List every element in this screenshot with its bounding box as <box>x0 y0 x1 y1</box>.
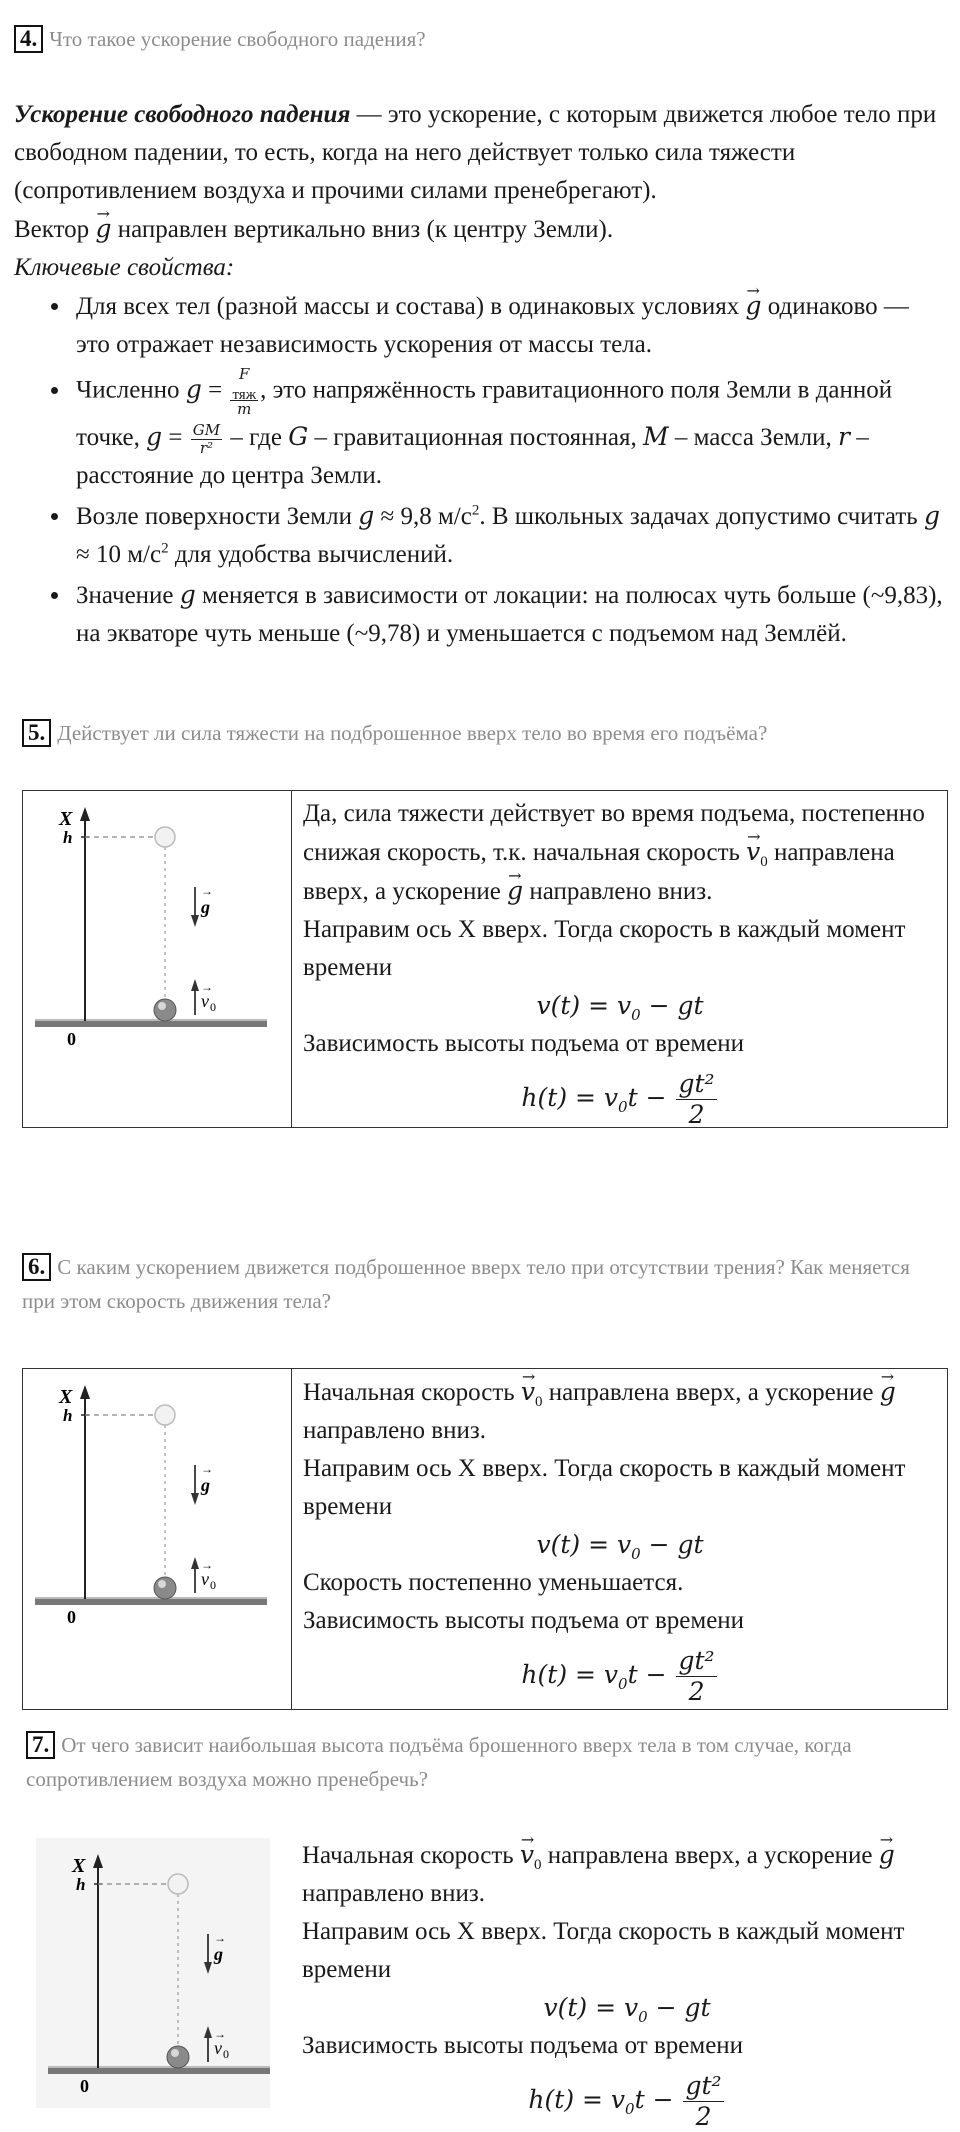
g-label: g <box>201 1475 210 1495</box>
x-axis-arrow-icon <box>80 807 90 821</box>
ground-line <box>35 1021 267 1027</box>
ball <box>167 2046 189 2068</box>
h-label: h <box>63 828 73 847</box>
answer-7-text: Начальная скорость → $v_0$ направлена вверх, а ускорение → g направлено вниз. Направим ось X вверх. Тогда скорость в каждый момент времени $v(t) = v_0$ − gt Зависимость высоты подъема от времени $h(t) = v_0t$ − $\frac{\text{gt²}}{2}$ <box>302 1836 952 2132</box>
list-item: • Значение g меняется в зависимости от локации: на полюсах чуть больше (~9,83), на экваторе чуть меньше (~9,78) и уменьшается с подъемом над Землёй. <box>72 576 944 653</box>
h-label: h <box>63 1406 73 1425</box>
velocity-formula: $v(t) = v_0$ − gt <box>536 1530 704 1563</box>
ball-highlight <box>158 1002 166 1010</box>
ground-edge <box>35 1019 267 1021</box>
g-vector-mark: → <box>214 1931 226 1945</box>
key-properties-heading: Ключевые свойства: <box>14 254 235 281</box>
question-5 <box>22 716 767 750</box>
origin-label: 0 <box>67 1607 76 1627</box>
v0-label: v <box>201 991 209 1011</box>
g-arrow-icon <box>191 1493 199 1505</box>
height-formula: $h(t) = v_0t$ − $\frac{\text{gt²}}{2}$ <box>521 1069 715 1129</box>
g-vector-mark: → <box>201 884 213 898</box>
ball <box>154 999 176 1021</box>
question-number: 7. <box>26 1731 55 1759</box>
thrown-ball-figure <box>23 791 291 1127</box>
question-7 <box>26 1728 946 1796</box>
g-vector-mark: → <box>201 1462 213 1476</box>
ball-highlight <box>171 2049 179 2057</box>
ground-edge <box>35 1597 267 1599</box>
origin-label: 0 <box>67 1029 76 1049</box>
fraction: $\frac{GM}{\text{r²}}$ <box>192 420 221 457</box>
answer-6-table <box>22 1368 948 1710</box>
velocity-formula: $v(t) = v_0$ − gt <box>536 991 704 1024</box>
v0-subscript: 0 <box>210 1578 216 1592</box>
v0-vector-mark: → <box>201 980 213 994</box>
g-arrow-icon <box>204 1962 212 1974</box>
velocity-formula: $v(t) = v_0$ − gt <box>543 1993 711 2026</box>
h-label: h <box>76 1875 86 1894</box>
ball-top-position <box>155 827 175 847</box>
height-formula: $h(t) = v_0t$ − $\frac{\text{gt²}}{2}$ <box>528 2071 722 2131</box>
answer-5-table <box>22 790 948 1128</box>
answer-text: Начальная скорость → $v_0$ направлена вверх, а ускорение → g направлено вниз. Направим ось X вверх. Тогда скорость в каждый момент времени $v(t) = v_0$ − gt Скорость постепенно уменьшается. Зависимость высоты подъема от времени $h(t) = v_0t$ − $\frac{\text{gt²}}{2}$ <box>303 1373 937 1707</box>
ground-line <box>48 2068 270 2074</box>
list-item: • Возле поверхности Земли g ≈ 9,8 $м/с^2$. В школьных задачах допустимо считать g ≈ 10 $м/с^2$ для удобства вычислений. <box>72 497 944 574</box>
ball-diagram <box>23 791 292 1127</box>
g-label: g <box>201 897 210 917</box>
v0-subscript: 0 <box>210 1000 216 1014</box>
ball-highlight <box>158 1580 166 1588</box>
properties-list <box>14 287 944 653</box>
x-axis-label: X <box>59 808 73 830</box>
v0-arrow-icon <box>191 979 199 991</box>
v0-arrow-icon <box>204 2026 212 2038</box>
question-number: 6. <box>22 1253 51 1281</box>
v0-label: v <box>201 1569 209 1589</box>
answer-text: Да, сила тяжести действует во время подъема, постепенно снижая скорость, т.к. начальная скорость → $v_0$ направлена вверх, а ускорение → g направлено вниз. Направим ось X вверх. Тогда скорость в каждый момент времени $v(t) = v_0$ − gt Зависимость высоты подъема от времени $h(t) = v_0t$ − $\frac{\text{gt²}}{2}$ <box>303 795 937 1130</box>
ground-line <box>35 1599 267 1605</box>
question-number: 4. <box>14 25 43 53</box>
ball-top-position <box>168 1874 188 1894</box>
v0-vector-mark: → <box>214 2027 226 2041</box>
answer-4 <box>14 96 944 655</box>
ball <box>154 1577 176 1599</box>
ball-diagram <box>23 1369 292 1709</box>
x-axis-label: X <box>59 1386 73 1408</box>
list-item: • Численно g = F $_{тяж}$ m , это напряжённость гравитационного поля Земли в данной точке, g = $\frac{GM}{\text{r²}}$ – где G – гравитационная постоянная, M – масса Земли, r – расстояние до центра Земли. <box>72 366 944 495</box>
question-text: От чего зависит наибольшая высота подъёма брошенного вверх тела в том случае, когда сопротивлением воздуха можно пренебречь? <box>26 1733 852 1791</box>
v0-vector-mark: → <box>201 1558 213 1572</box>
x-axis-arrow-icon <box>93 1854 103 1868</box>
thrown-ball-figure <box>23 1369 291 1709</box>
x-axis-label: X <box>72 1855 86 1877</box>
ground-edge <box>48 2066 270 2068</box>
ball-top-position <box>155 1405 175 1425</box>
question-4 <box>14 22 426 56</box>
thrown-ball-figure <box>36 1838 270 2108</box>
x-axis-arrow-icon <box>80 1385 90 1399</box>
ball-diagram <box>36 1838 270 2108</box>
g-label: g <box>214 1944 223 1964</box>
list-item: • Для всех тел (разной массы и состава) в одинаковых условиях → g одинаково — это отражает независимость ускорения от массы тела. <box>72 287 944 364</box>
origin-label: 0 <box>80 2076 89 2096</box>
definition-paragraph: Ускорение свободного падения — это ускорение, с которым движется любое тело при свободном падении, то есть, когда на него действует только сила тяжести (сопротивлением воздуха и прочими силами пренебрегают). <box>14 101 937 204</box>
g-arrow-icon <box>191 915 199 927</box>
v0-label: v <box>214 2038 222 2058</box>
fraction: F $_{тяж}$ m <box>232 365 257 418</box>
height-formula: $h(t) = v_0t$ − $\frac{\text{gt²}}{2}$ <box>521 1646 715 1706</box>
question-text: С каким ускорением движется подброшенное вверх тело при отсутствии трения? Как меняется при этом скорость движения тела? <box>22 1255 910 1313</box>
question-6 <box>22 1250 946 1318</box>
v0-subscript: 0 <box>223 2047 229 2061</box>
question-text: Действует ли сила тяжести на подброшенное вверх тело во время его подъёма? <box>57 721 768 745</box>
v0-arrow-icon <box>191 1557 199 1569</box>
definition-term: Ускорение свободного падения <box>14 101 351 128</box>
question-text: Что такое ускорение свободного падения? <box>49 27 426 51</box>
question-number: 5. <box>22 719 51 747</box>
vector-direction-line: Вектор → g направлен вертикально вниз (к центру Земли). <box>14 210 944 249</box>
